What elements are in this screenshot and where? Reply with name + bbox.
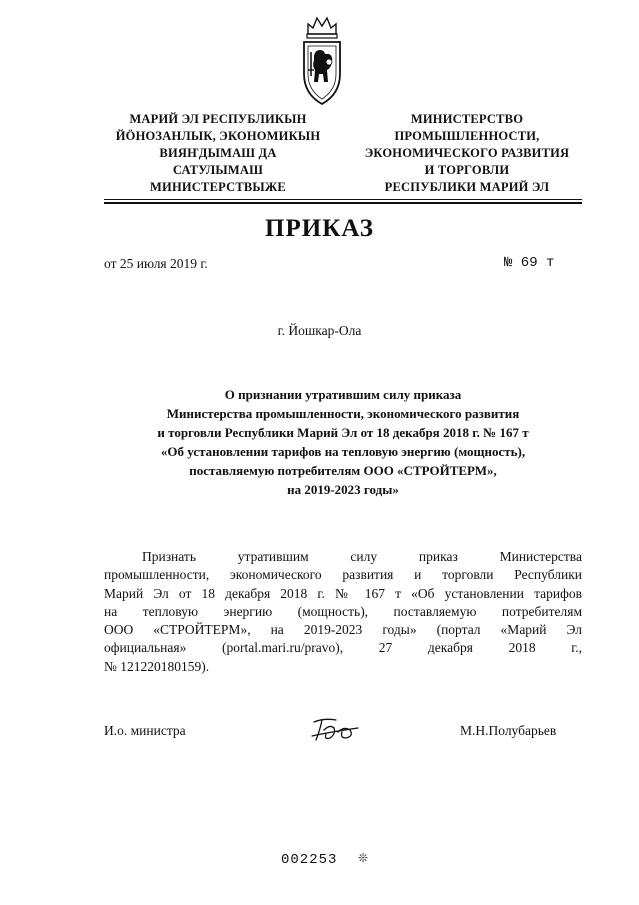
header-right-line: РЕСПУБЛИКИ МАРИЙ ЭЛ [384, 180, 550, 194]
serial-number: 002253 [281, 852, 338, 868]
subject-line: поставляемую потребителям ООО «СТРОЙТЕРМ», [189, 463, 497, 478]
body-line: № 121220180159). [104, 658, 210, 674]
header-left-line: САТУЛЫМАШ [172, 163, 264, 177]
header-right-line: ПРОМЫШЛЕННОСТИ, [394, 129, 540, 143]
header-left-line: МАРИЙ ЭЛ РЕСПУБЛИКЫН [129, 112, 307, 126]
body-line: промышленности, экономического развития и торговли Республики [104, 567, 582, 583]
order-number: № 69 т [504, 255, 555, 271]
subject-line: «Об установлении тарифов на тепловую энергию (мощность), [160, 444, 526, 459]
header-right-ministry-name [352, 111, 582, 196]
body-line: ООО «СТРОЙТЕРМ», на 2019-2023 годы» (портал «Марий Эл [104, 622, 582, 638]
header-right-line: ЭКОНОМИЧЕСКОГО РАЗВИТИЯ [364, 146, 570, 160]
body-line: на тепловую энергию (мощность), поставляемую потребителям [104, 603, 582, 619]
subject-line: и торговли Республики Марий Эл от 18 декабря 2018 г. № 167 т [157, 425, 529, 440]
document-title: ПРИКАЗ [265, 215, 374, 242]
header-left-line: ВИЯҤДЫМАШ ДА [159, 146, 277, 160]
header-left-line: ЙӦНОЗАНЛЫК, ЭКОНОМИКЫН [115, 129, 321, 143]
order-body [104, 548, 582, 676]
header-left-ministry-name [92, 111, 344, 196]
header-divider [104, 199, 582, 200]
header-right-line: И ТОРГОВЛИ [424, 163, 510, 177]
coat-of-arms-icon [300, 12, 344, 108]
handwritten-signature-icon [310, 712, 362, 746]
subject-line: О признании утратившим силу приказа [224, 387, 462, 402]
header-left-line: МИНИСТЕРСТВЫЖЕ [150, 180, 286, 194]
serial-mark-icon: ❊ [358, 851, 369, 865]
signer-role: И.о. министра [104, 723, 186, 738]
subject-line: Министерства промышленности, экономического развития [166, 406, 520, 421]
city-name: г. Йошкар-Ола [277, 323, 362, 338]
body-line: Марий Эл от 18 декабря 2018 г. № 167 т «Об установлении тарифов [104, 585, 582, 601]
body-line: официальная» (portal.mari.ru/pravo), 27 декабря 2018 г., [104, 640, 582, 656]
header-right-line: МИНИСТЕРСТВО [410, 112, 524, 126]
header-divider-thick [104, 202, 582, 204]
subject-line: на 2019-2023 годы» [287, 482, 399, 497]
signer-name: М.Н.Полубарьев [460, 723, 557, 738]
body-line: Признать утратившим силу приказ Министерства [142, 549, 582, 564]
order-date: от 25 июля 2019 г. [104, 256, 208, 271]
order-subject [104, 385, 582, 499]
